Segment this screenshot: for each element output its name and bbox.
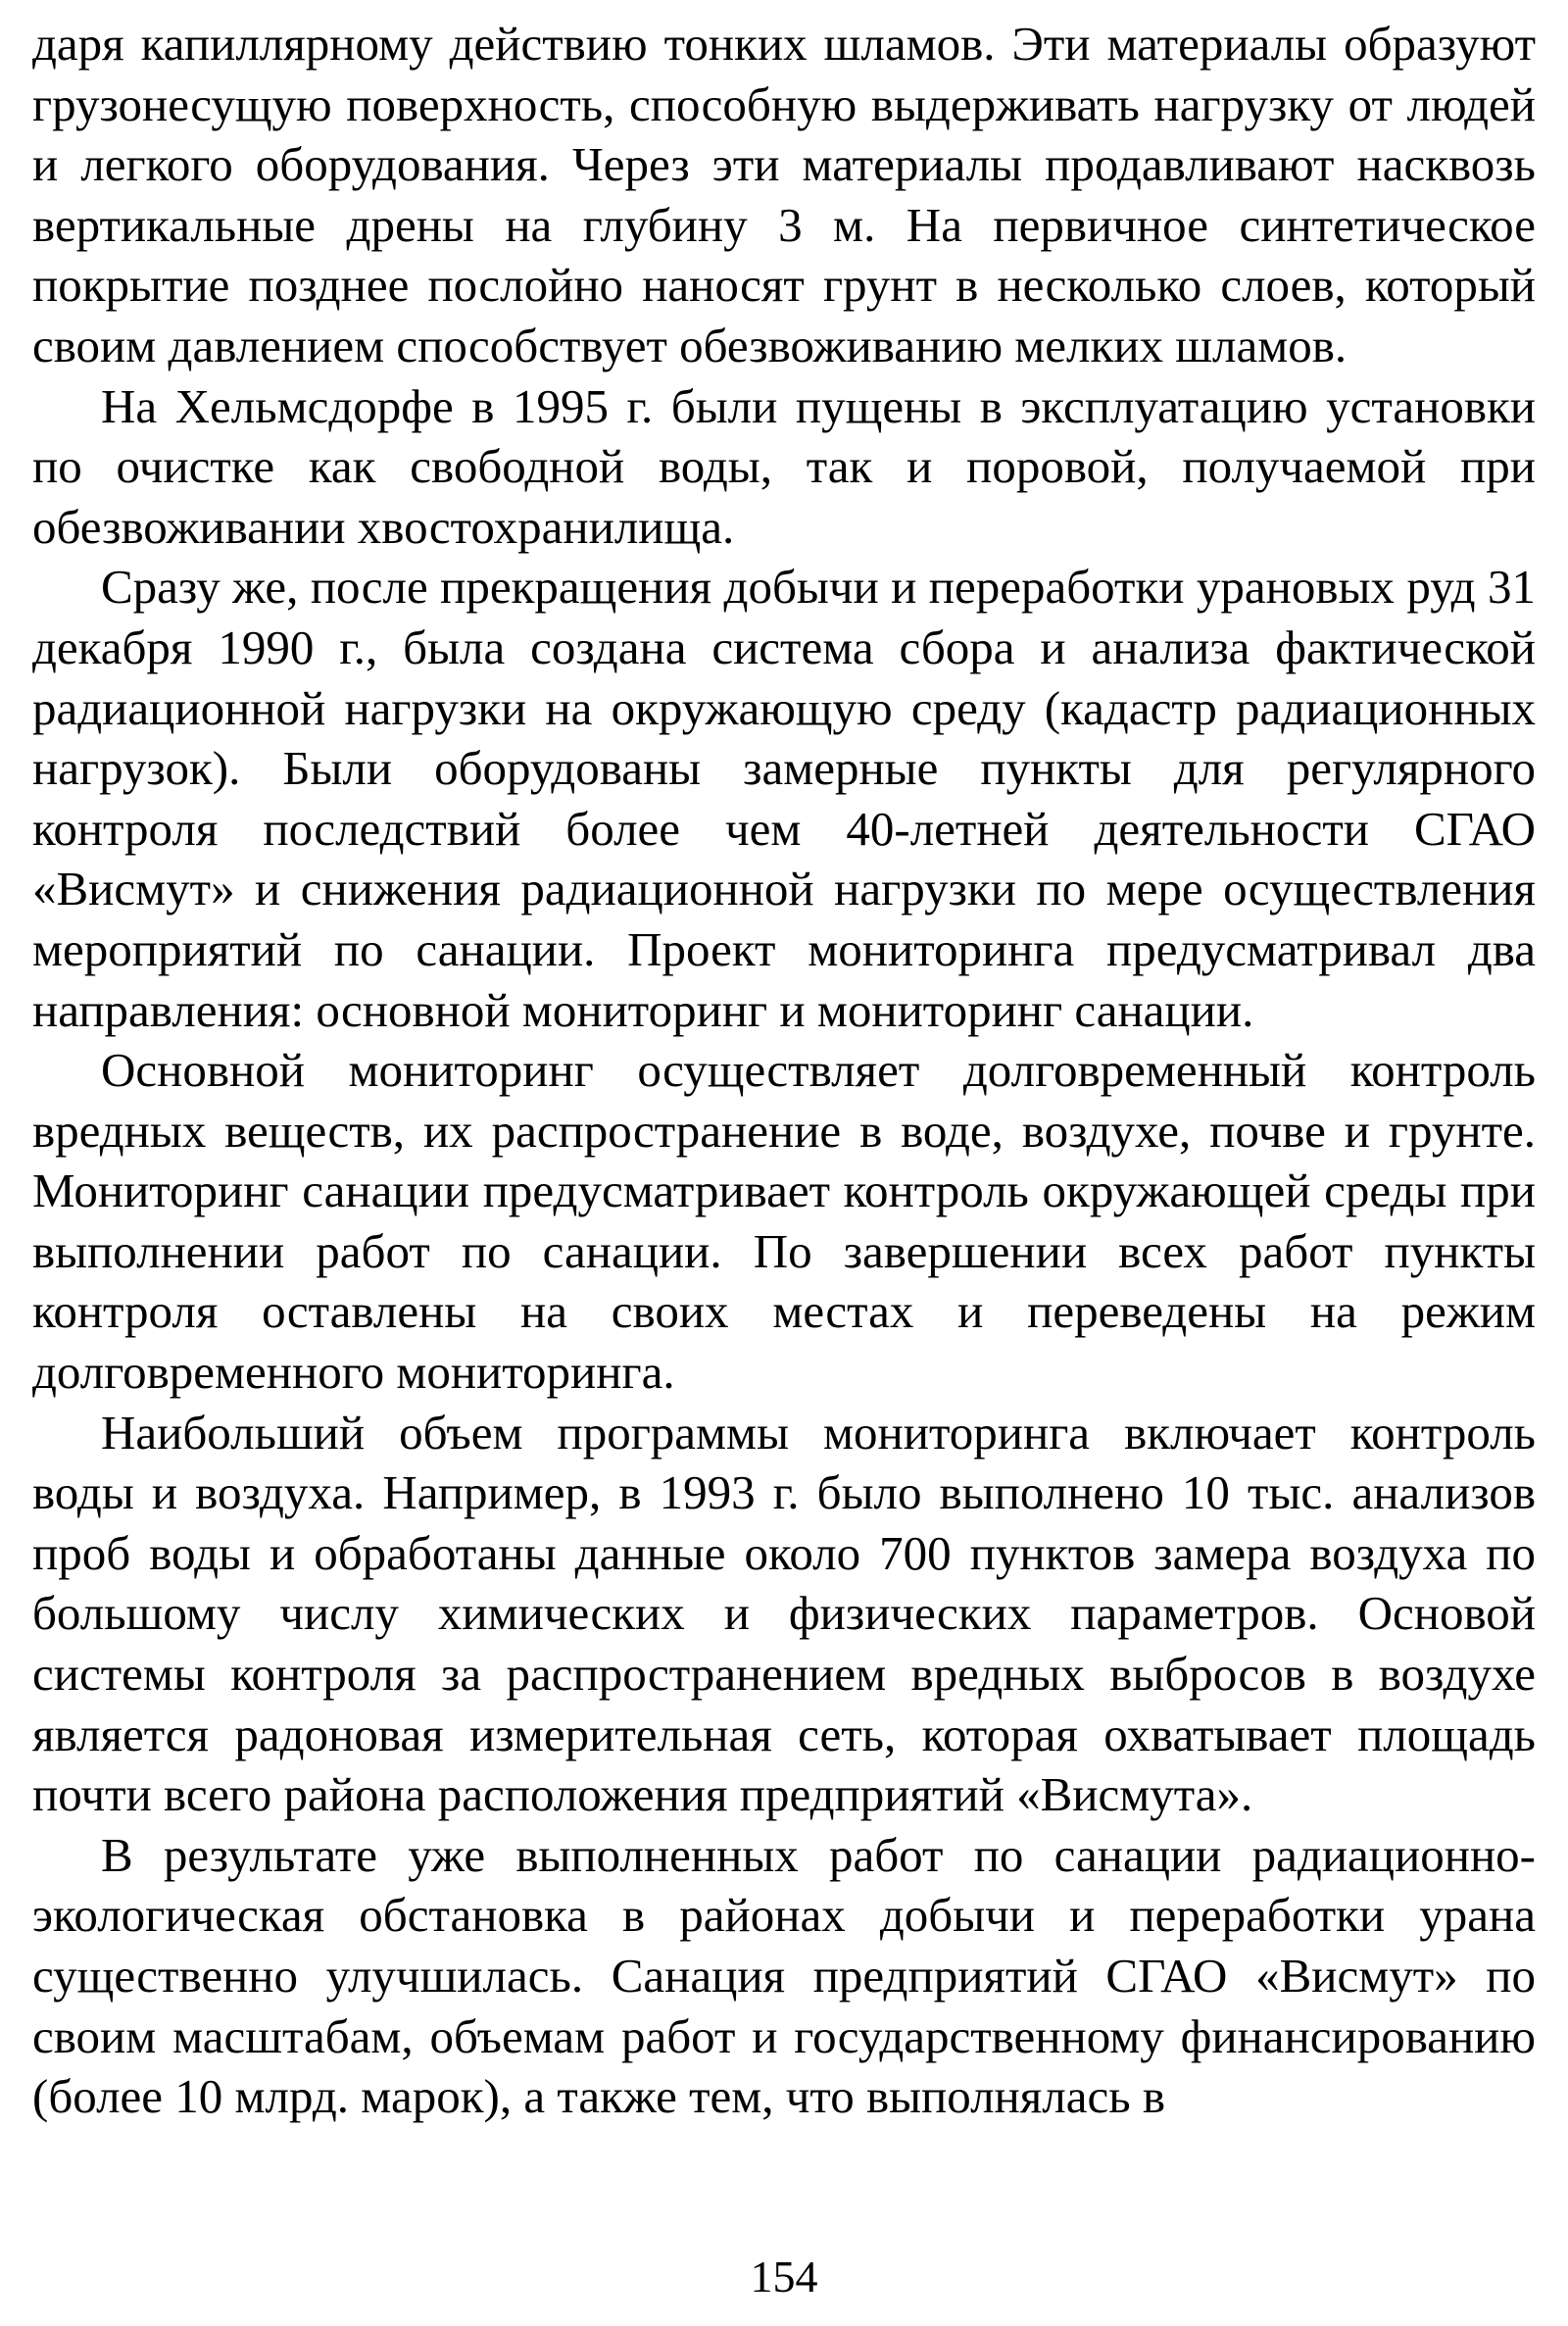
body-text	[32, 14, 1536, 2127]
paragraph-helmsdorf-water-treatment: На Хельмсдорфе в 1995 г. были пущены в эксплуатацию установки по очистке как свободной воды, так и поровой, получаемой при обезвоживании хвостохранилища.	[32, 378, 1536, 554]
paragraph-remediation-results: В результате уже выполненных работ по санации радиационно-экологическая обстановка в районах добычи и переработки урана существенно улучшилась. Санация предприятий СГАО «Висмут» по своим масштабам, объемам работ и государственному финансированию (более 10 млрд. марок), а также тем, что выполнялась в	[32, 1827, 1536, 2124]
paragraph-basic-monitoring: Основной мониторинг осуществляет долговременный контроль вредных веществ, их распространение в воде, воздухе, почве и грунте. Мониторинг санации предусматривает контроль окружающей среды при выполнении работ по санации. По завершении всех работ пункты контроля оставлены на своих местах и переведены на режим долговременного мониторинга.	[32, 1043, 1536, 1400]
paragraph-continued: даря капиллярному действию тонких шламов. Эти материалы образуют грузонесущую поверхность, способную выдерживать нагрузку от людей и легкого оборудования. Через эти материалы продавливают насквозь вертикальные дрены на глубину 3 м. На первичное синтетическое покрытие позднее послойно наносят грунт в несколько слоев, который своим давлением способствует обезвоживанию мелких шламов.	[32, 17, 1536, 372]
page-number: 154	[750, 2252, 818, 2301]
book-page	[32, 0, 1536, 2326]
paragraph-monitoring-volume: Наибольший объем программы мониторинга включает контроль воды и воздуха. Например, в 1993 г. было выполнено 10 тыс. анализов проб воды и обработаны данные около 700 пунктов замера воздуха по большому числу химических и физических параметров. Основой системы контроля за распространением вредных выбросов в воздухе является радоновая измерительная сеть, которая охватывает площадь почти всего района расположения предприятий «Висмута».	[32, 1405, 1536, 1822]
paragraph-radiation-cadastre: Сразу же, после прекращения добычи и переработки урановых руд 31 декабря 1990 г., была создана система сбора и анализа фактической радиационной нагрузки на окружающую среду (кадастр радиационных нагрузок). Были оборудованы замерные пункты для регулярного контроля последствий более чем 40-летней деятельности СГАО «Висмут» и снижения радиационной нагрузки по мере осуществления мероприятий по санации. Проект мониторинга предусматривал два направления: основной мониторинг и мониторинг санации.	[32, 560, 1536, 1037]
